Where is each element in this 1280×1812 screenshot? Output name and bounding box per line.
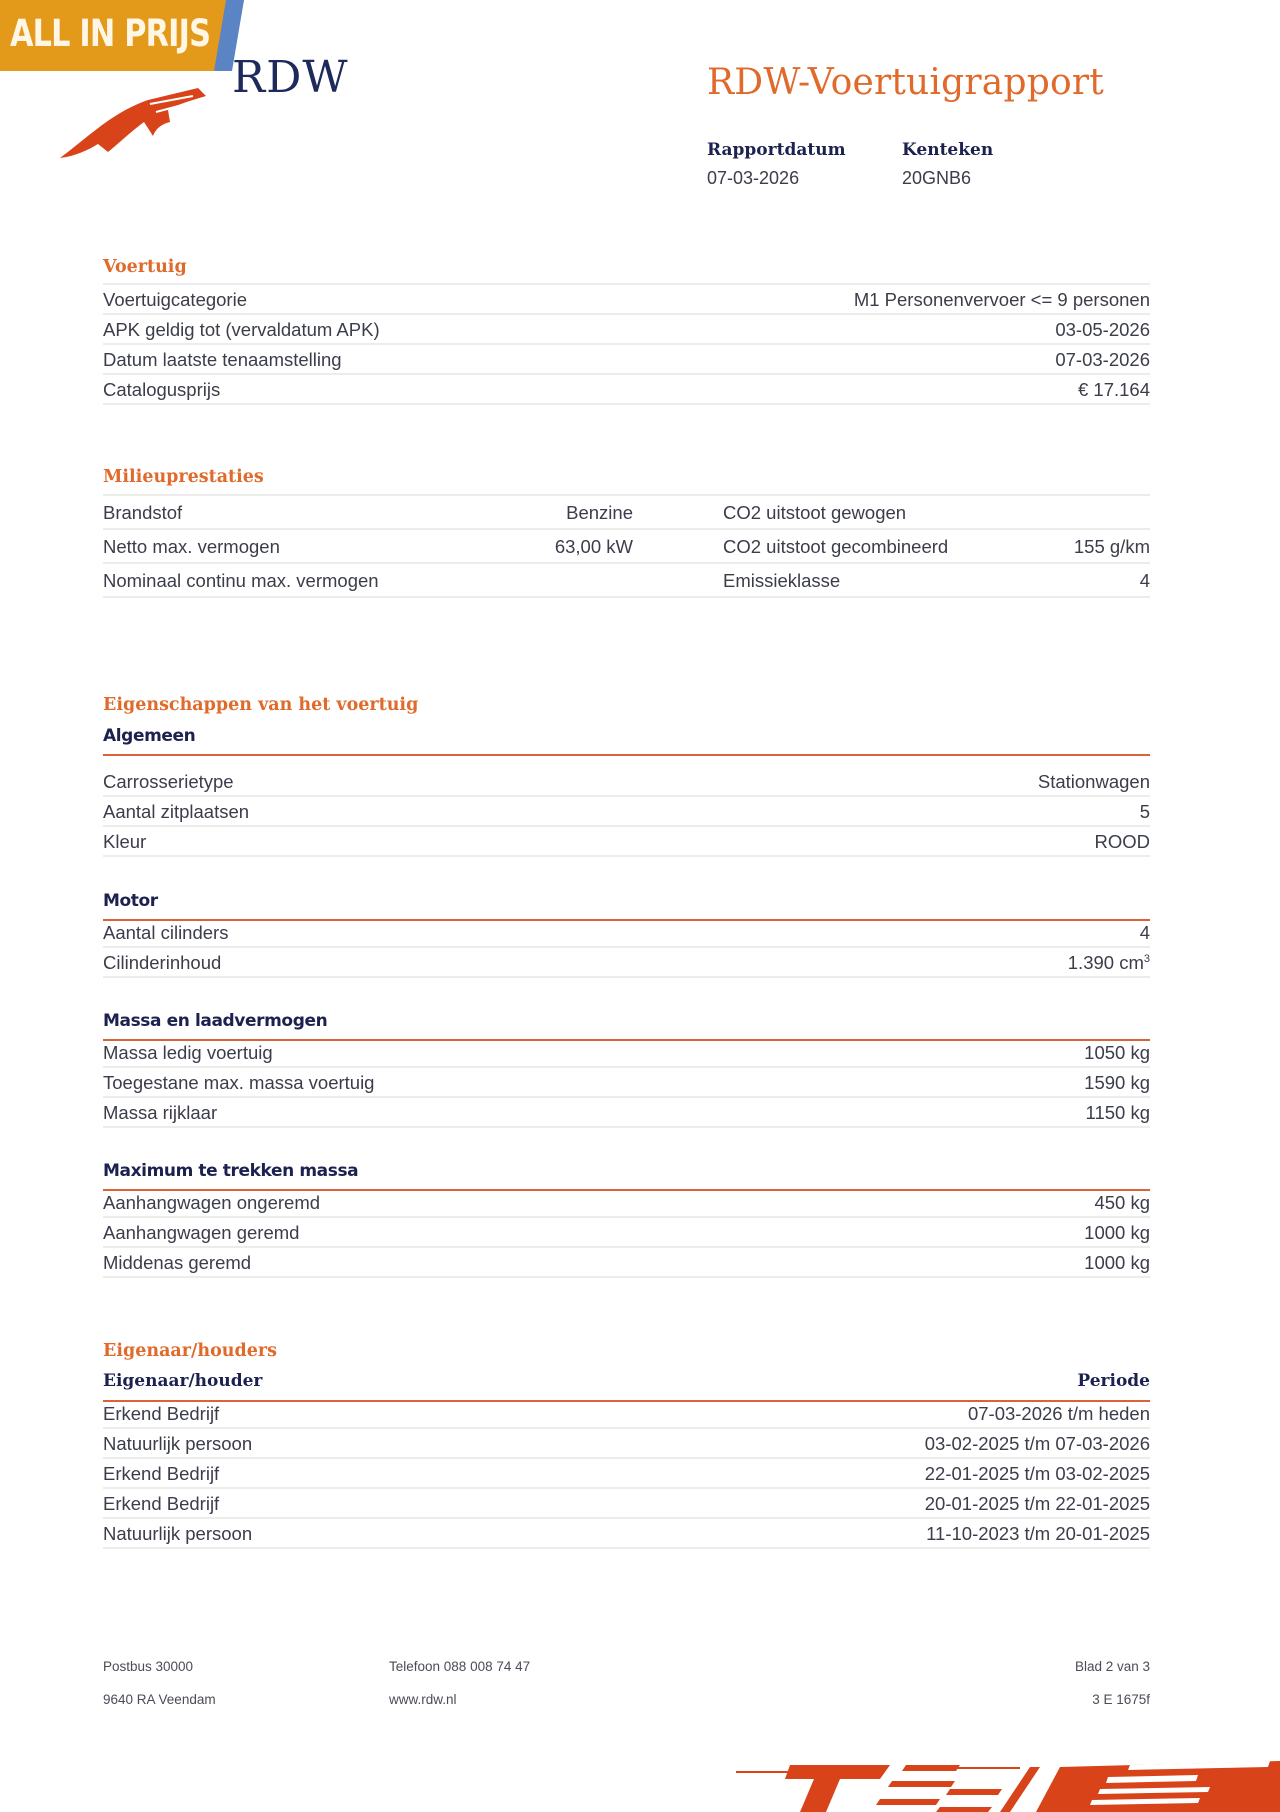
row-label: Brandstof	[103, 502, 183, 523]
unit-superscript: 3	[1143, 952, 1150, 965]
row-value: 1000 kg	[1084, 1252, 1150, 1273]
table-row	[103, 1218, 1150, 1248]
row-value: 1000 kg	[1084, 1222, 1150, 1243]
row-label: Kleur	[103, 831, 147, 852]
owner-period: 20-01-2025 t/m 22-01-2025	[924, 1493, 1150, 1514]
section-title-milieuprestaties: Milieuprestaties	[103, 467, 264, 487]
subsection-title-trekken: Maximum te trekken massa	[103, 1161, 359, 1181]
table-row	[103, 1519, 1150, 1549]
footer-city: 9640 RA Veendam	[103, 1692, 216, 1707]
row-label: Aantal cilinders	[103, 922, 229, 943]
all-in-prijs-label: ALL IN PRIJS	[10, 12, 211, 55]
footer-website-link[interactable]: www.rdw.nl	[389, 1692, 457, 1707]
section-title-eigenaren: Eigenaar/houders	[103, 1341, 277, 1361]
table-row	[103, 345, 1150, 375]
row-value: 4	[1139, 570, 1150, 591]
row-label: Voertuigcategorie	[103, 289, 247, 310]
table-row	[103, 918, 1150, 948]
row-label: Datum laatste tenaamstelling	[103, 349, 342, 370]
table-row	[103, 767, 1150, 797]
row-value: 63,00 kW	[554, 536, 633, 557]
row-value: 07-03-2026	[1055, 349, 1150, 370]
table-row	[103, 827, 1150, 857]
row-label: Middenas geremd	[103, 1252, 252, 1273]
row-label: Aanhangwagen ongeremd	[103, 1192, 321, 1213]
row-label: Toegestane max. massa voertuig	[103, 1072, 375, 1093]
table-row	[103, 1489, 1150, 1519]
table-row	[103, 375, 1150, 405]
owner-period: 22-01-2025 t/m 03-02-2025	[924, 1463, 1150, 1484]
license-plate-label: Kenteken	[902, 140, 994, 160]
footer-page-number: Blad 2 van 3	[1074, 1659, 1150, 1674]
owner-type: Erkend Bedrijf	[103, 1463, 220, 1484]
table-row	[103, 1188, 1150, 1218]
report-date-label: Rapportdatum	[707, 140, 846, 160]
row-value: ROOD	[1094, 831, 1150, 852]
footer-document-code: 3 E 1675f	[1092, 1692, 1150, 1707]
table-row	[103, 564, 1150, 598]
table-header	[103, 1367, 1150, 1397]
divider-accent	[103, 754, 1150, 756]
owner-type: Natuurlijk persoon	[103, 1523, 253, 1544]
row-label: APK geldig tot (vervaldatum APK)	[103, 319, 380, 340]
row-value: Benzine	[566, 502, 633, 523]
row-value: 4	[1139, 922, 1150, 943]
table-row	[103, 496, 1150, 530]
subsection-title-massa: Massa en laadvermogen	[103, 1011, 328, 1031]
owner-type: Erkend Bedrijf	[103, 1403, 220, 1424]
row-label: Aantal zitplaatsen	[103, 801, 250, 822]
rdw-wing-logo-icon	[58, 82, 208, 162]
section-title-voertuig: Voertuig	[103, 257, 187, 277]
license-plate-value: 20GNB6	[902, 168, 972, 188]
row-value: M1 Personenvervoer <= 9 personen	[853, 289, 1150, 310]
table-row	[103, 1429, 1150, 1459]
row-label: Nominaal continu max. vermogen	[103, 570, 379, 591]
owner-period: 07-03-2026 t/m heden	[967, 1403, 1150, 1424]
table-row	[103, 1068, 1150, 1098]
footer-phone: Telefoon 088 008 74 47	[389, 1659, 531, 1674]
table-row	[103, 1399, 1150, 1429]
row-label: Massa ledig voertuig	[103, 1042, 273, 1063]
table-row	[103, 285, 1150, 315]
column-header-owner: Eigenaar/houder	[103, 1371, 263, 1391]
footer-postbus: Postbus 30000	[103, 1659, 194, 1674]
report-date-value: 07-03-2026	[707, 168, 800, 188]
row-label: CO2 uitstoot gecombineerd	[723, 536, 949, 557]
column-header-period: Periode	[1077, 1371, 1150, 1391]
table-row	[103, 1248, 1150, 1278]
table-row	[103, 797, 1150, 827]
table-row	[103, 1038, 1150, 1068]
rdw-stripes-graphic-icon	[730, 1755, 1280, 1812]
table-row	[103, 530, 1150, 564]
subsection-title-algemeen: Algemeen	[103, 726, 196, 746]
table-row	[103, 948, 1150, 978]
row-label: Carrosserietype	[103, 771, 234, 792]
row-label: Catalogusprijs	[103, 379, 221, 400]
row-value: 1150 kg	[1085, 1102, 1150, 1123]
row-label: Netto max. vermogen	[103, 536, 280, 557]
table-row	[103, 315, 1150, 345]
row-label: Emissieklasse	[723, 570, 841, 591]
owner-type: Natuurlijk persoon	[103, 1433, 253, 1454]
row-label: Aanhangwagen geremd	[103, 1222, 300, 1243]
row-value	[1068, 952, 1150, 974]
table-row	[103, 1098, 1150, 1128]
section-title-eigenschappen: Eigenschappen van het voertuig	[103, 695, 419, 715]
table-row	[103, 1459, 1150, 1489]
report-title: RDW-Voertuigrapport	[707, 62, 1104, 103]
row-label: CO2 uitstoot gewogen	[723, 502, 907, 523]
row-value: 155 g/km	[1073, 536, 1150, 557]
owner-period: 03-02-2025 t/m 07-03-2026	[924, 1433, 1150, 1454]
owner-type: Erkend Bedrijf	[103, 1493, 220, 1514]
row-value: 5	[1139, 801, 1150, 822]
displacement-value: 1.390 cm	[1067, 952, 1144, 973]
row-label: Cilinderinhoud	[103, 952, 222, 973]
rdw-wordmark: RDW	[232, 52, 349, 103]
row-label: Massa rijklaar	[103, 1102, 218, 1123]
row-value: 1050 kg	[1084, 1042, 1150, 1063]
row-value: 03-05-2026	[1055, 319, 1150, 340]
owner-period: 11-10-2023 t/m 20-01-2025	[926, 1523, 1150, 1544]
row-value: € 17.164	[1077, 379, 1150, 400]
row-value: Stationwagen	[1037, 771, 1150, 792]
row-value: 1590 kg	[1084, 1072, 1150, 1093]
subsection-title-motor: Motor	[103, 891, 158, 911]
row-value: 450 kg	[1094, 1192, 1150, 1213]
